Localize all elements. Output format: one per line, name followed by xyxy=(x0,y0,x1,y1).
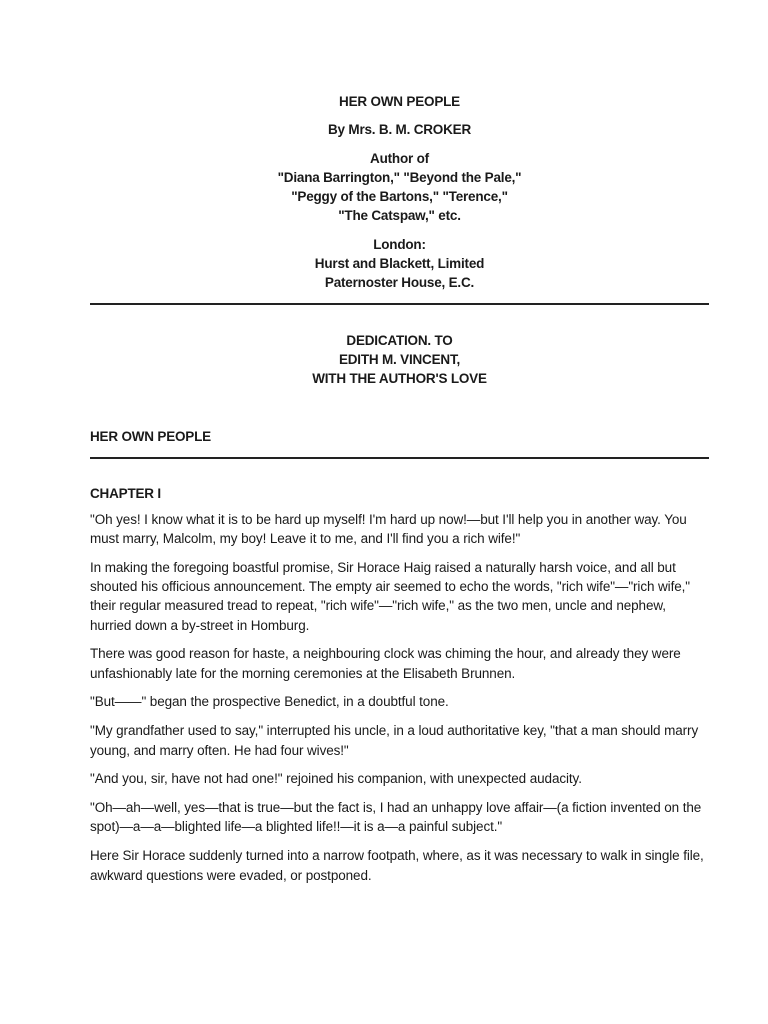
dedication-block xyxy=(90,331,709,389)
chapter-paragraph: "But——" began the prospective Benedict, in a doubtful tone. xyxy=(90,694,449,710)
author-of-line: Author of xyxy=(370,150,429,166)
chapter-paragraph: "Oh—ah—well, yes—that is true—but the fact is, I had an unhappy love affair—(a fiction invented on the spot)—a—a—blighted life—a blighted life!!—it is a—a painful subject." xyxy=(90,800,702,835)
publisher-block xyxy=(90,235,709,293)
author-of-line: "The Catspaw," etc. xyxy=(338,208,461,224)
divider xyxy=(90,303,709,305)
chapter-paragraph: In making the foregoing boastful promise, Sir Horace Haig raised a naturally harsh voice, and all but shouted his officious announcement. The empty air seemed to echo the words, "rich wife"—"rich wife," their regular measured tread to repeat, "rich wife"—"rich wife," as the two men, uncle and nephew, hurried down a by-street in Homburg. xyxy=(90,559,690,633)
publisher-line: London: xyxy=(373,236,426,252)
dedication-line: WITH THE AUTHOR'S LOVE xyxy=(312,371,487,387)
document-page xyxy=(90,92,709,894)
section-title: HER OWN PEOPLE xyxy=(90,428,211,444)
dedication-line: EDITH M. VINCENT, xyxy=(338,351,461,367)
chapter-paragraph: Here Sir Horace suddenly turned into a narrow footpath, where, as it was necessary to walk in single file, awkward questions were evaded, or postponed. xyxy=(90,848,704,883)
divider xyxy=(90,457,709,459)
author-of-block xyxy=(90,149,709,226)
dedication-line: DEDICATION. TO xyxy=(346,332,453,348)
author-of-line: "Peggy of the Bartons," "Terence," xyxy=(291,189,508,205)
book-byline: By Mrs. B. M. CROKER xyxy=(327,122,472,138)
chapter-paragraph: "Oh yes! I know what it is to be hard up myself! I'm hard up now!—but I'll help you in another way. You must marry, Malcolm, my boy! Leave it to me, and I'll find you a rich wife!" xyxy=(90,511,687,546)
publisher-line: Paternoster House, E.C. xyxy=(324,275,475,291)
publisher-line: Hurst and Blackett, Limited xyxy=(314,256,485,272)
author-of-line: "Diana Barrington," "Beyond the Pale," xyxy=(277,169,522,185)
chapter-heading: CHAPTER I xyxy=(90,485,161,501)
book-title: HER OWN PEOPLE xyxy=(339,94,460,109)
chapter-paragraph: "My grandfather used to say," interrupted his uncle, in a loud authoritative key, "that a man should marry young, and marry often. He had four wives!" xyxy=(90,723,699,758)
chapter-paragraph: There was good reason for haste, a neighbouring clock was chiming the hour, and already they were unfashionably late for the morning ceremonies at the Elisabeth Brunnen. xyxy=(90,646,681,681)
chapter-paragraph: "And you, sir, have not had one!" rejoined his companion, with unexpected audacity. xyxy=(90,771,582,787)
